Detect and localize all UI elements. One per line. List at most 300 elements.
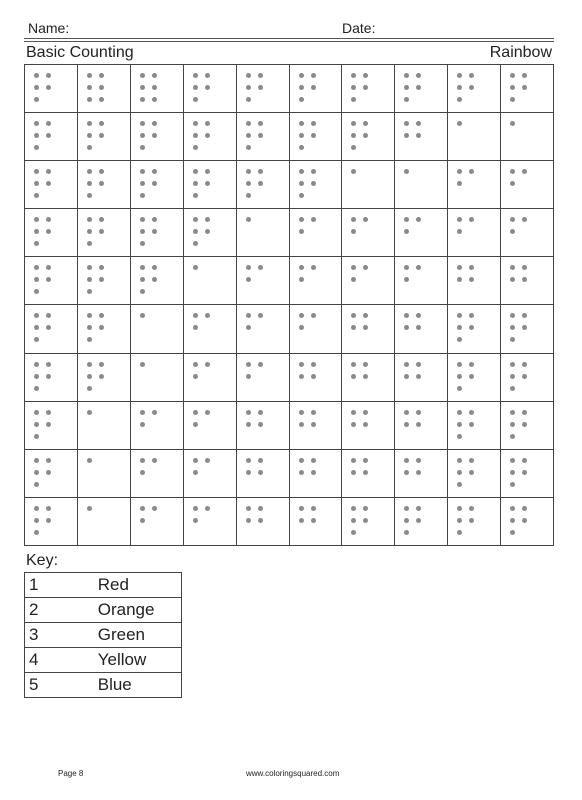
dot [522, 518, 527, 523]
dot [522, 73, 527, 78]
dot [510, 482, 515, 487]
grid-cell[interactable] [237, 354, 290, 402]
dot-group [85, 263, 109, 299]
dot-group [244, 71, 268, 107]
grid-cell[interactable] [25, 354, 78, 402]
dot [99, 325, 104, 330]
dot [351, 121, 356, 126]
grid-cell[interactable] [395, 257, 448, 305]
grid-cell[interactable] [342, 402, 395, 450]
dot [193, 193, 198, 198]
title-row [24, 42, 554, 64]
dot [34, 97, 39, 102]
dot [46, 506, 51, 511]
dot [457, 217, 462, 222]
dot-group [32, 504, 56, 540]
dot-group [402, 71, 426, 107]
dot [246, 422, 251, 427]
dot [205, 181, 210, 186]
dot [258, 73, 263, 78]
grid-cell[interactable] [131, 257, 184, 305]
dot [205, 362, 210, 367]
dot-group [297, 311, 321, 335]
grid-cell[interactable] [131, 65, 184, 113]
dot [522, 506, 527, 511]
dot [457, 458, 462, 463]
dot [311, 181, 316, 186]
dot [299, 85, 304, 90]
dot [311, 422, 316, 427]
dot [46, 470, 51, 475]
dot [258, 362, 263, 367]
grid-cell[interactable] [290, 498, 343, 546]
dot [140, 506, 145, 511]
grid-cell[interactable] [237, 257, 290, 305]
dot [246, 374, 251, 379]
dot [193, 241, 198, 246]
dot [510, 410, 515, 415]
grid-cell[interactable] [184, 305, 237, 353]
grid-cell[interactable] [78, 305, 131, 353]
grid-cell[interactable] [501, 113, 554, 161]
dot-group [402, 456, 426, 480]
dot [457, 337, 462, 342]
dot [246, 193, 251, 198]
grid-cell[interactable] [237, 402, 290, 450]
dot [404, 506, 409, 511]
grid-cell[interactable] [25, 450, 78, 498]
dot [34, 241, 39, 246]
header-row [24, 18, 554, 39]
dot [299, 362, 304, 367]
dot [205, 229, 210, 234]
dot-group [85, 456, 109, 468]
grid-cell[interactable] [78, 65, 131, 113]
dot-group [138, 360, 162, 372]
grid-cell[interactable] [448, 113, 501, 161]
dot-group [244, 119, 268, 155]
dot [522, 169, 527, 174]
dot [152, 169, 157, 174]
dot [99, 313, 104, 318]
grid-cell[interactable] [25, 498, 78, 546]
grid-cell[interactable] [131, 161, 184, 209]
grid-cell[interactable] [395, 450, 448, 498]
grid-cell[interactable] [290, 257, 343, 305]
dot [34, 325, 39, 330]
dot [522, 374, 527, 379]
dot [469, 277, 474, 282]
dot [510, 169, 515, 174]
dot [34, 229, 39, 234]
dot [152, 85, 157, 90]
dot [510, 470, 515, 475]
grid-cell[interactable] [342, 257, 395, 305]
dot [404, 458, 409, 463]
grid-cell[interactable] [501, 354, 554, 402]
dot [87, 217, 92, 222]
dot [140, 85, 145, 90]
dot [258, 121, 263, 126]
dot [34, 73, 39, 78]
dot [522, 325, 527, 330]
grid-cell[interactable] [237, 305, 290, 353]
grid-cell[interactable] [237, 65, 290, 113]
dot [311, 133, 316, 138]
grid-cell[interactable] [78, 161, 131, 209]
dot [34, 530, 39, 535]
dot [46, 265, 51, 270]
grid-cell[interactable] [78, 113, 131, 161]
key-color-name: Red [42, 573, 182, 598]
dot-group [138, 408, 162, 432]
grid-cell[interactable] [501, 450, 554, 498]
dot-group [32, 311, 56, 347]
dot-group [402, 311, 426, 335]
grid-cell[interactable] [184, 161, 237, 209]
dot-group [455, 215, 479, 239]
grid-cell[interactable] [237, 209, 290, 257]
grid-cell[interactable] [184, 113, 237, 161]
dot [404, 265, 409, 270]
dot-group [349, 263, 373, 287]
dot [258, 313, 263, 318]
dot [299, 133, 304, 138]
grid-cell[interactable] [25, 402, 78, 450]
dot [246, 470, 251, 475]
dot [246, 518, 251, 523]
dot-group [191, 360, 215, 384]
dot [457, 121, 462, 126]
grid-cell[interactable] [184, 498, 237, 546]
grid-cell[interactable] [342, 498, 395, 546]
grid-cell[interactable] [395, 305, 448, 353]
page-number: Page 8 [58, 769, 84, 778]
dot [510, 265, 515, 270]
dot [87, 133, 92, 138]
dot-group [32, 456, 56, 492]
grid-cell[interactable] [448, 450, 501, 498]
dot [140, 518, 145, 523]
dot-group [402, 119, 426, 143]
grid-cell[interactable] [290, 354, 343, 402]
dot-group [455, 119, 479, 131]
dot [416, 325, 421, 330]
grid-cell[interactable] [290, 450, 343, 498]
grid-cell[interactable] [395, 498, 448, 546]
dot [469, 410, 474, 415]
dot [404, 229, 409, 234]
dot-group [191, 167, 215, 203]
dot-group [138, 311, 162, 323]
dot [87, 169, 92, 174]
dot [510, 217, 515, 222]
dot [193, 470, 198, 475]
grid-cell[interactable] [78, 257, 131, 305]
grid-cell[interactable] [131, 113, 184, 161]
grid-cell[interactable] [342, 65, 395, 113]
dot [34, 470, 39, 475]
dot-group [508, 360, 532, 396]
dot [46, 362, 51, 367]
dot [140, 458, 145, 463]
grid-cell[interactable] [448, 402, 501, 450]
dot [457, 374, 462, 379]
grid-cell[interactable] [501, 402, 554, 450]
dot [311, 121, 316, 126]
dot [363, 217, 368, 222]
grid-cell[interactable] [131, 402, 184, 450]
dot [46, 422, 51, 427]
dot [193, 121, 198, 126]
dot [510, 374, 515, 379]
grid-cell[interactable] [448, 257, 501, 305]
dot-group [297, 119, 321, 155]
key-row [25, 598, 182, 623]
dot [152, 506, 157, 511]
dot-group [138, 71, 162, 107]
dot [205, 73, 210, 78]
grid-cell[interactable] [395, 354, 448, 402]
dot [140, 217, 145, 222]
dot [87, 229, 92, 234]
dot [140, 362, 145, 367]
dot [87, 289, 92, 294]
dot [34, 518, 39, 523]
grid-cell[interactable] [25, 113, 78, 161]
dot [46, 217, 51, 222]
dot [404, 470, 409, 475]
dot [469, 506, 474, 511]
dot [99, 362, 104, 367]
dot [510, 313, 515, 318]
dot [246, 313, 251, 318]
key-row [25, 673, 182, 698]
dot [193, 217, 198, 222]
grid-cell[interactable] [131, 305, 184, 353]
grid-cell[interactable] [395, 402, 448, 450]
dot-group [32, 215, 56, 251]
dot [87, 97, 92, 102]
dot [193, 422, 198, 427]
grid-cell[interactable] [131, 209, 184, 257]
grid-cell[interactable] [131, 450, 184, 498]
dot [416, 73, 421, 78]
dot [457, 169, 462, 174]
grid-cell[interactable] [78, 402, 131, 450]
dot [522, 470, 527, 475]
dot [87, 181, 92, 186]
dot [246, 325, 251, 330]
dot [299, 518, 304, 523]
grid-cell[interactable] [395, 113, 448, 161]
grid-cell[interactable] [448, 161, 501, 209]
dot-group [349, 504, 373, 540]
dot-group [244, 167, 268, 203]
dot-group [85, 119, 109, 155]
dot [510, 386, 515, 391]
grid-cell[interactable] [290, 402, 343, 450]
dot [258, 422, 263, 427]
dot [152, 121, 157, 126]
grid-cell[interactable] [78, 209, 131, 257]
grid-cell[interactable] [448, 209, 501, 257]
dot [469, 518, 474, 523]
grid-cell[interactable] [237, 498, 290, 546]
key-table [24, 572, 182, 698]
dot-group [191, 456, 215, 480]
grid-cell[interactable] [290, 113, 343, 161]
grid-cell[interactable] [131, 354, 184, 402]
grid-cell[interactable] [501, 161, 554, 209]
key-number: 3 [25, 623, 42, 648]
grid-cell[interactable] [501, 209, 554, 257]
dot [46, 85, 51, 90]
dot [87, 265, 92, 270]
grid-cell[interactable] [501, 257, 554, 305]
dot [457, 518, 462, 523]
grid-cell[interactable] [184, 65, 237, 113]
grid-cell[interactable] [290, 305, 343, 353]
grid-cell[interactable] [237, 113, 290, 161]
grid-cell[interactable] [448, 305, 501, 353]
dot [193, 145, 198, 150]
dot [351, 229, 356, 234]
dot [140, 422, 145, 427]
dot [363, 470, 368, 475]
dot [193, 133, 198, 138]
dot [416, 121, 421, 126]
grid-cell[interactable] [78, 498, 131, 546]
worksheet-theme: Rainbow [489, 44, 552, 61]
grid-cell[interactable] [342, 209, 395, 257]
dot-group [508, 408, 532, 444]
grid-cell[interactable] [342, 305, 395, 353]
key-number: 5 [25, 673, 42, 698]
dot-group [191, 504, 215, 528]
grid-cell[interactable] [395, 65, 448, 113]
grid-cell[interactable] [25, 257, 78, 305]
dot-group [32, 167, 56, 203]
dot [311, 374, 316, 379]
dot [193, 313, 198, 318]
dot [87, 145, 92, 150]
dot [363, 422, 368, 427]
dot [205, 410, 210, 415]
dot-group [85, 215, 109, 251]
dot [404, 362, 409, 367]
dot [205, 169, 210, 174]
dot [99, 73, 104, 78]
grid-cell[interactable] [78, 354, 131, 402]
dot [87, 277, 92, 282]
grid-cell[interactable] [501, 305, 554, 353]
grid-cell[interactable] [131, 498, 184, 546]
dot [46, 181, 51, 186]
grid-cell[interactable] [184, 354, 237, 402]
grid-cell[interactable] [25, 305, 78, 353]
dot-group [349, 167, 373, 179]
grid-cell[interactable] [501, 65, 554, 113]
dot [140, 313, 145, 318]
dot [416, 506, 421, 511]
key-color-name: Blue [42, 673, 182, 698]
grid-cell[interactable] [448, 498, 501, 546]
dot [510, 337, 515, 342]
dot [140, 193, 145, 198]
dot [510, 277, 515, 282]
grid-cell[interactable] [342, 161, 395, 209]
dot [258, 169, 263, 174]
dot [152, 229, 157, 234]
dot [193, 458, 198, 463]
dot [34, 313, 39, 318]
dot [34, 265, 39, 270]
grid-cell[interactable] [395, 161, 448, 209]
dot [510, 181, 515, 186]
grid-cell[interactable] [290, 161, 343, 209]
dot-group [32, 263, 56, 299]
dot [299, 277, 304, 282]
grid-cell[interactable] [25, 161, 78, 209]
dot [193, 374, 198, 379]
grid-cell[interactable] [184, 450, 237, 498]
dot [404, 121, 409, 126]
grid-cell[interactable] [237, 450, 290, 498]
footer-url: www.coloringsquared.com [246, 769, 340, 778]
grid-cell[interactable] [25, 209, 78, 257]
grid-cell[interactable] [395, 209, 448, 257]
dot-group [244, 456, 268, 480]
dot-group [508, 263, 532, 287]
dot [363, 362, 368, 367]
dot [246, 362, 251, 367]
grid-cell[interactable] [342, 450, 395, 498]
dot [246, 145, 251, 150]
grid-cell[interactable] [237, 161, 290, 209]
grid-cell[interactable] [290, 209, 343, 257]
grid-cell[interactable] [25, 65, 78, 113]
dot [34, 337, 39, 342]
grid-cell[interactable] [448, 65, 501, 113]
dot-group [85, 71, 109, 107]
grid-cell[interactable] [184, 402, 237, 450]
grid-cell[interactable] [184, 257, 237, 305]
dot-group [508, 311, 532, 347]
grid-cell[interactable] [448, 354, 501, 402]
dot [469, 217, 474, 222]
dot [351, 133, 356, 138]
grid-cell[interactable] [290, 65, 343, 113]
dot [246, 217, 251, 222]
dot [193, 85, 198, 90]
grid-cell[interactable] [78, 450, 131, 498]
dot [363, 121, 368, 126]
dot [140, 241, 145, 246]
grid-cell[interactable] [342, 113, 395, 161]
dot [246, 506, 251, 511]
grid-cell[interactable] [342, 354, 395, 402]
dot [87, 337, 92, 342]
key-number: 2 [25, 598, 42, 623]
grid-cell[interactable] [501, 498, 554, 546]
dot [351, 518, 356, 523]
key-row [25, 648, 182, 673]
dot-group [402, 167, 426, 179]
dot [404, 73, 409, 78]
dot [34, 482, 39, 487]
grid-cell[interactable] [184, 209, 237, 257]
